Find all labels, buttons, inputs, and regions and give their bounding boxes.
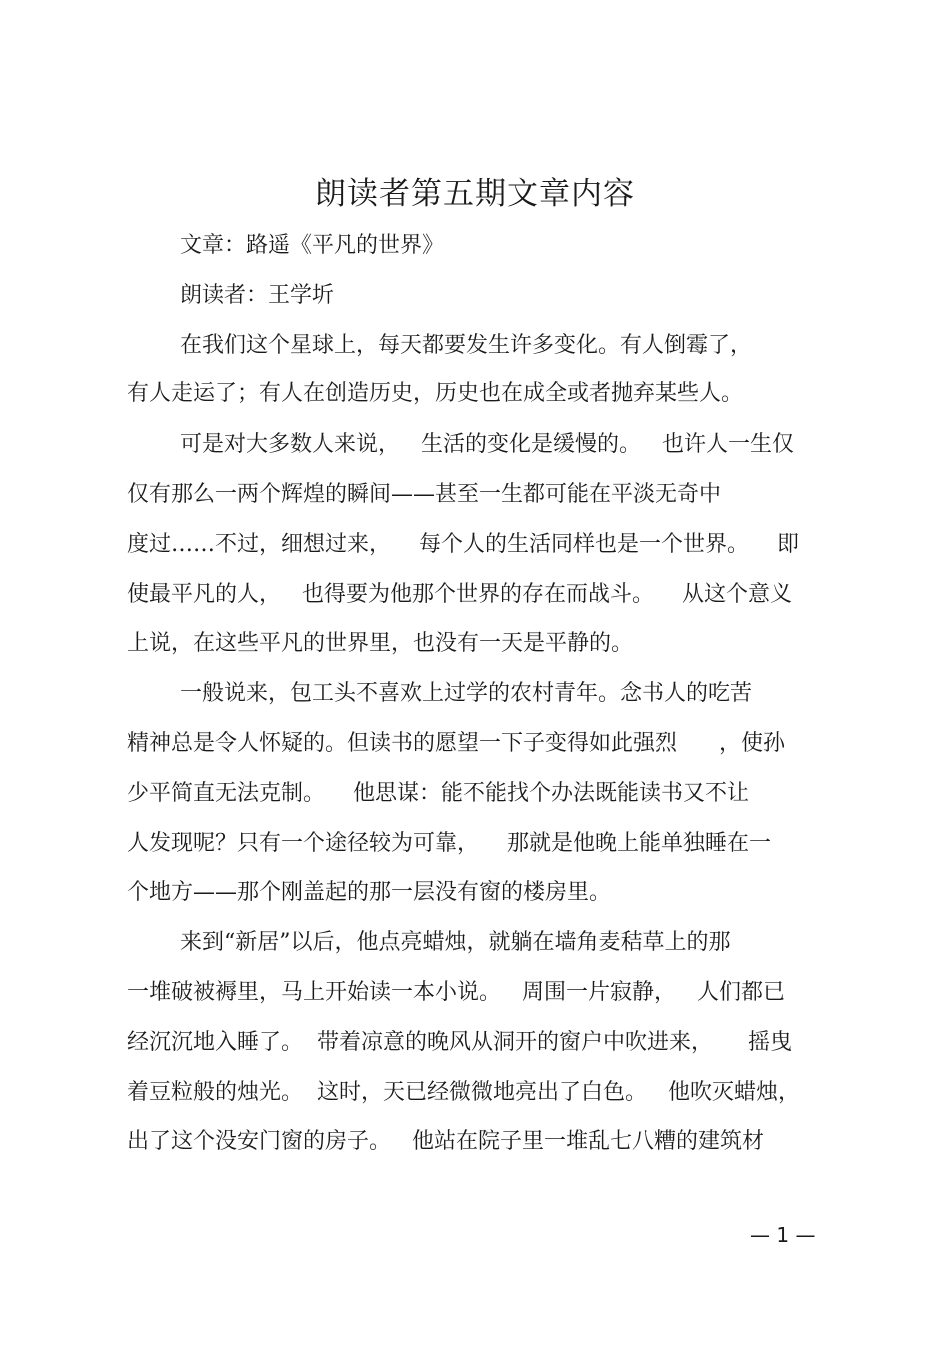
text-line: 上说，在这些平凡的世界里，也没有一天是平静的。	[127, 631, 634, 656]
text-line: 精神总是令人怀疑的。但读书的愿望一下子变得如此强烈 ，使孙	[127, 731, 785, 756]
text-line: 来到“新居”以后，他点亮蜡烛，就躺在墙角麦秸草上的那	[180, 930, 731, 955]
document-title: 朗读者第五期文章内容	[315, 176, 635, 212]
article-source-line: 文章：路遥《平凡的世界》	[180, 233, 445, 258]
text-line: 一堆破被褥里，马上开始读一本小说。 周围一片寂静， 人们都已	[127, 980, 785, 1005]
text-line: 在我们这个星球上，每天都要发生许多变化。有人倒霉了，	[180, 333, 753, 358]
reader-line: 朗读者：王学圻	[180, 283, 335, 308]
text-line: 有人走运了；有人在创造历史，历史也在成全或者抛弃某些人。	[127, 381, 744, 406]
text-line: 一般说来，包工头不喜欢上过学的农村青年。念书人的吃苦	[180, 681, 753, 706]
text-line: 度过……不过，细想过来， 每个人的生活同样也是一个世界。 即	[127, 532, 799, 557]
text-line: 少平简直无法克制。 他思谋：能不能找个办法既能读书又不让	[127, 781, 749, 806]
text-line: 经沉沉地入睡了。 带着凉意的晚风从洞开的窗户中吹进来， 摇曳	[127, 1030, 792, 1055]
page-number: — 1 —	[750, 1223, 816, 1247]
text-line: 人发现呢？只有一个途径较为可靠， 那就是他晚上能单独睡在一	[127, 831, 771, 856]
text-line: 使最平凡的人， 也得要为他那个世界的存在而战斗。 从这个意义	[127, 582, 792, 607]
text-line: 着豆粒般的烛光。 这时，天已经微微地亮出了白色。 他吹灭蜡烛，	[127, 1080, 800, 1105]
text-line: 出了这个没安门窗的房子。 他站在院子里一堆乱七八糟的建筑材	[127, 1129, 764, 1154]
text-line: 个地方——那个刚盖起的那一层没有窗的楼房里。	[127, 880, 612, 905]
text-line: 仅有那么一两个辉煌的瞬间——甚至一生都可能在平淡无奇中	[127, 482, 722, 507]
text-line: 可是对大多数人来说， 生活的变化是缓慢的。 也许人一生仅	[180, 432, 794, 457]
